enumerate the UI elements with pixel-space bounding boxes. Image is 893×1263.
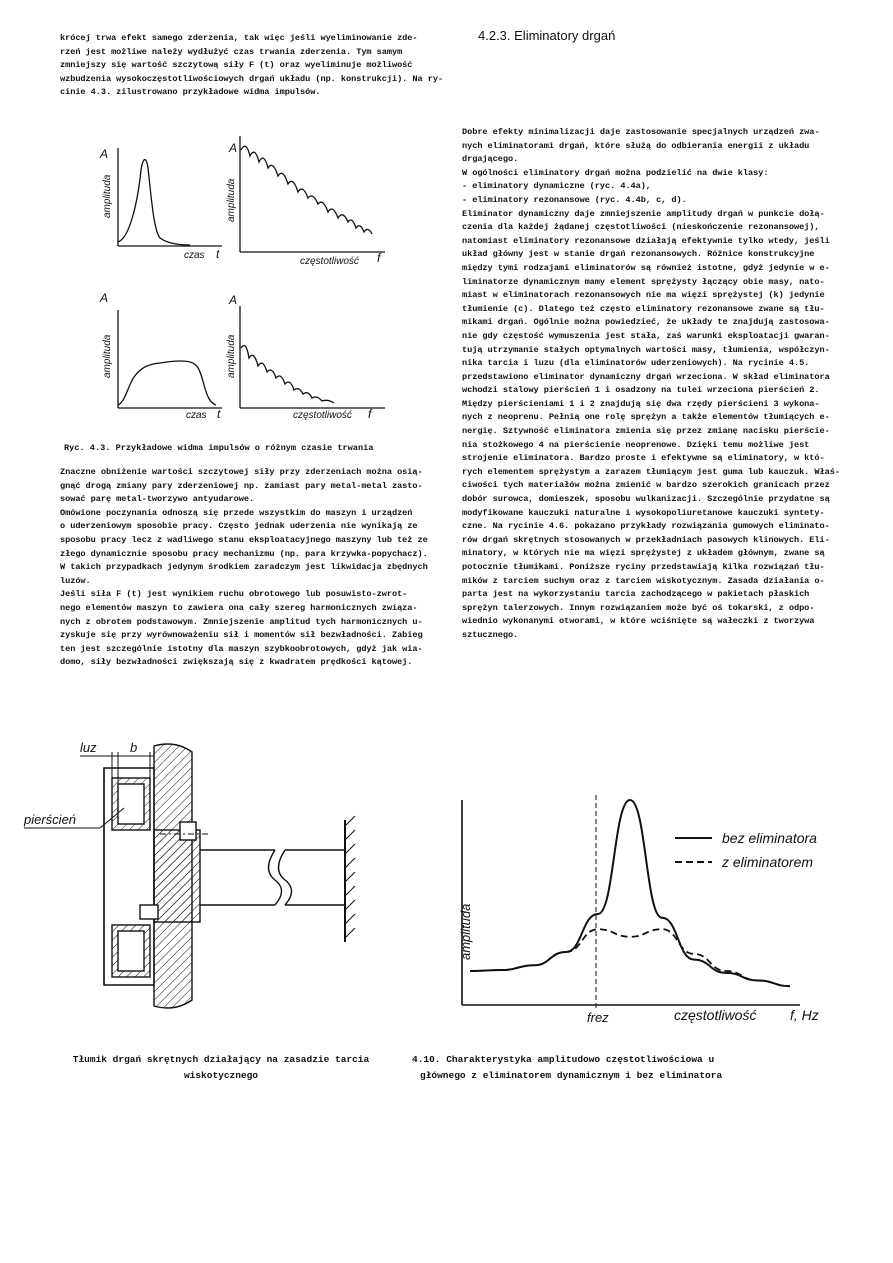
left-bottom-paragraph-line: sposobu pracy lecz z wadliwego stanu eksploatacyjnego maszyny lub też ze: [60, 534, 428, 545]
shaft: [200, 850, 275, 905]
left-bottom-paragraph-line: złego dynamicznie sposobu pracy mechanizmu (np. para krzywka-popychacz).: [60, 548, 428, 559]
panel2-x-label: częstotliwość: [300, 256, 359, 267]
right-paragraph-line: W ogólności eliminatory drgań można podzielić na dwie klasy:: [462, 167, 769, 178]
label-b: b: [130, 740, 138, 755]
panel2-y-symbol: A: [229, 141, 238, 155]
right-paragraph-line: Eliminator dynamiczny daje zmniejszenie amplitudy drgań w punkcie dołą-: [462, 208, 825, 219]
right-paragraph-line: nie gdy częstość wymuszenia jest stała, zaś warunki eksploatacji gwaran-: [462, 330, 830, 341]
damper-caption: [36, 1052, 406, 1084]
right-paragraph-line: - eliminatory dynamiczne (ryc. 4.4a),: [462, 181, 651, 192]
figure-4-10-caption-line-2: głównego z eliminatorem dynamicznym i bez eliminatora: [420, 1070, 723, 1081]
right-paragraph-line: wchodzi stalowy pierścień 1 i osadzony na tulei wrzeciona pierścień 2.: [462, 385, 820, 396]
bolt-lower: [140, 905, 158, 919]
right-paragraph-line: nergię. Sztywność eliminatora zmienia się przez zmianę nacisku pierście-: [462, 426, 830, 437]
right-paragraph-line: strojenie eliminatora. Bardzo proste i efektywne są eliminatory, w któ-: [462, 453, 825, 464]
right-paragraph-line: natomiast eliminatory rezonansowe działają efektywnie tylko wtedy, jeśli: [462, 235, 830, 246]
right-paragraph-line: Dobre efekty minimalizacji daje zastosowanie specjalnych urządzeń zwa-: [462, 127, 820, 137]
right-paragraph-line: liminatorze dynamicznym mamy element sprężysty łączący obie masy, nato-: [462, 276, 825, 287]
right-paragraph-line: nia stożkowego 4 na pierścienie neoprenowe. Dzięki temu możliwe jest: [462, 439, 810, 450]
panel2-curve: [241, 146, 372, 234]
right-paragraph-line: - eliminatory rezonansowe (ryc. 4.4b, c, d).: [462, 194, 687, 205]
right-paragraph-line: sztucznego.: [462, 629, 519, 640]
right-paragraph-line: dobór surowca, domieszek, sposobu wulkanizacji. Szczególnie przydatne są: [462, 494, 830, 505]
panel2-x-symbol: f: [377, 251, 381, 265]
right-paragraph-line: sprężyn talerzowych. Innym rozwiązaniem może być oś tokarski, z odpo-: [462, 602, 815, 613]
panel4-x-label: częstotliwość: [293, 410, 352, 421]
right-paragraph-line: mików z tarciem suchym oraz z tarciem wiskotycznym. Zasada działania o-: [462, 575, 825, 586]
left-bottom-paragraph-line: Znaczne obniżenie wartości szczytowej siły przy zderzeniach można osią-: [60, 467, 423, 477]
right-paragraph-line: między tymi rodzajami eliminatorów są również istotne, gdyż jedynie w e-: [462, 262, 830, 273]
left-top-paragraph-line: krócej trwa efekt samego zderzenia, tak więc jeśli wyeliminowanie zde-: [60, 33, 418, 43]
panel3-y-symbol: A: [100, 291, 109, 305]
panel3-y-label: amplituda: [102, 334, 113, 378]
right-paragraph-line: Między pierścieniami 1 i 2 znajdują się dwa rzędy pierścieni 3 wykona-: [462, 398, 820, 409]
panel4-curve: [241, 346, 334, 403]
right-column-paragraph: [462, 126, 840, 643]
left-bottom-paragraph-line: Omówione poczynania odnoszą się przede wszystkim do maszyn i urządzeń: [60, 507, 413, 518]
damper-caption-line-1: Tłumik drgań skrętnych działający na zasadzie tarcia: [72, 1054, 370, 1065]
chart-x-label: częstotliwość: [674, 1007, 757, 1023]
right-paragraph-line: mikami drgań. Ogólnie można powiedzieć, że układy te znajdują zastosowa-: [462, 317, 830, 328]
label-luz: luz: [80, 740, 97, 755]
left-bottom-paragraph-line: luzów.: [60, 575, 91, 586]
series-bez-eliminatora: [470, 800, 790, 986]
panel1-y-label: amplituda: [102, 174, 113, 218]
panel3-curve: [118, 361, 216, 405]
left-bottom-paragraph-line: gnąć drogą zmiany pary zderzeniowej np. zamiast pary metal-metal zasto-: [60, 480, 423, 491]
left-bottom-paragraph-line: sować parę metal-tworzywo antyudarowe.: [60, 494, 255, 505]
left-top-paragraph-line: wzbudzenia wysokoczęstotliwościowych drgań układu (np. konstrukcji). Na ry-: [60, 73, 444, 84]
panel4-x-symbol: f: [368, 407, 372, 421]
hub: [154, 830, 200, 922]
chart-f-rez-label: frez: [587, 1010, 609, 1025]
panel1-curve: [118, 160, 190, 245]
right-paragraph-line: ciwości tych materiałów można zmienić w bardzo szerokich granicach przez: [462, 480, 830, 491]
panel1-x-label: czas: [184, 250, 205, 261]
damper-drawing: [24, 744, 355, 1008]
panel3-x-label: czas: [186, 410, 207, 421]
figure-4-10-caption-line-1: 4.10. Charakterystyka amplitudowo częstotliwościowa u: [412, 1054, 715, 1065]
right-paragraph-line: nych eliminatorami drgań, które służą do odbierania energii z układu: [462, 140, 810, 151]
panel4-y-symbol: A: [229, 293, 238, 307]
right-paragraph-line: potocznie tłumikami. Poniższe ryciny przedstawiają kilka rozwiązań tłu-: [462, 562, 825, 572]
right-paragraph-line: rych elementem sprężystym a zarazem tłumiącym jest guma lub kauczuk. Właś-: [462, 466, 840, 477]
left-top-paragraph-line: rzeń jest możliwe należy wydłużyć czas trwania zderzenia. Tym samym: [60, 46, 403, 57]
panel4-y-label: amplituda: [226, 334, 237, 378]
right-paragraph-line: nych z neoprenu. Pełnią one rolę sprężyn a także elementów tłumiących e-: [462, 412, 830, 423]
right-paragraph-line: przedstawiono eliminator dynamiczny drgań wrzeciona. W skład eliminatora: [462, 371, 830, 382]
figure-4-10-caption: [412, 1052, 882, 1084]
left-bottom-paragraph-line: W takich przypadkach jedynym środkiem zaradczym jest likwidacja zbędnych: [60, 562, 428, 573]
panel2-y-label: amplituda: [226, 178, 237, 222]
right-paragraph-line: miast w eliminatorach rezonansowych nie ma więzi sprężystej (k) jedynie: [462, 290, 825, 301]
panel3-x-symbol: t: [217, 407, 221, 421]
label-ring: pierścień: [24, 812, 77, 827]
left-top-paragraph-line: zmniejszy się wartość szczytową siły F (t) oraz wyeliminuje możliwość: [60, 60, 413, 71]
panel1-y-symbol: A: [100, 147, 109, 161]
right-paragraph-line: czne. Na rycinie 4.6. pokazano przykłady rozwiązania gumowych eliminato-: [462, 521, 830, 532]
bolt-upper: [180, 822, 196, 840]
left-bottom-paragraph-line: Jeśli siła F (t) jest wynikiem ruchu obrotowego lub posuwisto-zwrot-: [60, 589, 408, 600]
damper-caption-line-2: wiskotycznego: [183, 1070, 259, 1081]
left-bottom-paragraph-line: nych z obrotem podstawowym. Zmniejszenie amplitud tych harmonicznych u-: [60, 616, 423, 627]
right-paragraph-line: układ główny jest w stanie drgań rezonansowych. Różnice konstrukcyjne: [462, 249, 815, 260]
figure-4-3-caption: Ryc. 4.3. Przykładowe widma impulsów o różnym czasie trwania: [64, 443, 374, 453]
right-paragraph-line: tują utrzymanie stałych optymalnych wartości masy, tłumienia, współczyn-: [462, 344, 830, 355]
left-top-paragraph-line: cinie 4.3. zilustrowano przykładowe widma impulsów.: [60, 87, 321, 98]
right-paragraph-line: drgającego.: [462, 154, 519, 165]
panel1-x-symbol: t: [216, 247, 220, 261]
legend-label-bez-eliminatora: bez eliminatora: [722, 830, 817, 846]
section-heading: 4.2.3. Eliminatory drgań: [478, 28, 616, 43]
right-paragraph-line: czenia dla każdej żądanej częstotliwości (nieskończenie rezonansowej),: [462, 222, 820, 233]
left-bottom-paragraph-line: ten jest szczególnie istotny dla maszyn szybkoobrotowych, gdyż jak wia-: [60, 643, 423, 654]
left-column-bottom-paragraphs: [60, 466, 428, 670]
left-bottom-paragraph-line: domo, siły bezwładności zwiększają się z kwadratem prędkości kątowej.: [60, 657, 413, 668]
right-paragraph-line: rów drgań skrętnych stosowanych w przekładniach pasowych klinowych. Eli-: [462, 534, 830, 545]
right-paragraph-line: nika tarcia i luzu (dla eliminatorów uderzeniowych). Na rycinie 4.5.: [462, 358, 810, 369]
chart-y-label: amplituda: [458, 903, 473, 960]
left-bottom-paragraph-line: zyskuje się przy wyrównoważeniu sił i momentów sił bezwładności. Zabieg: [60, 630, 423, 641]
chart-x-unit: f, Hz: [790, 1007, 819, 1023]
right-paragraph-line: minatory, w których nie ma więzi sprężystej z układem głównym, zwane są: [462, 548, 825, 559]
right-paragraph-line: modyfikowane kauczuki naturalne i wysokopoliuretanowe kauczuki syntety-: [462, 507, 825, 518]
right-paragraph-line: parta jest na wykorzystaniu tarcia zachodzącego w pakietach płaskich: [462, 589, 810, 600]
right-paragraph-line: tłumienie (c). Dlatego też często eliminatory rezonansowe zwane są tłu-: [462, 303, 825, 314]
figure-4-10-chart: [462, 795, 800, 1010]
left-bottom-paragraph-line: nego elementów maszyn to zawiera ona cały szereg harmonicznych związa-: [60, 602, 418, 613]
left-bottom-paragraph-line: o uderzeniowym sposobie pracy. Często jednak uderzenia nie wynikają ze: [60, 521, 418, 532]
right-paragraph-line: wiednio wykonanymi otworami, w które wciśnięte są wałeczki z tworzywa: [462, 616, 815, 627]
legend-label-z-eliminatorem: z eliminatorem: [722, 854, 814, 870]
